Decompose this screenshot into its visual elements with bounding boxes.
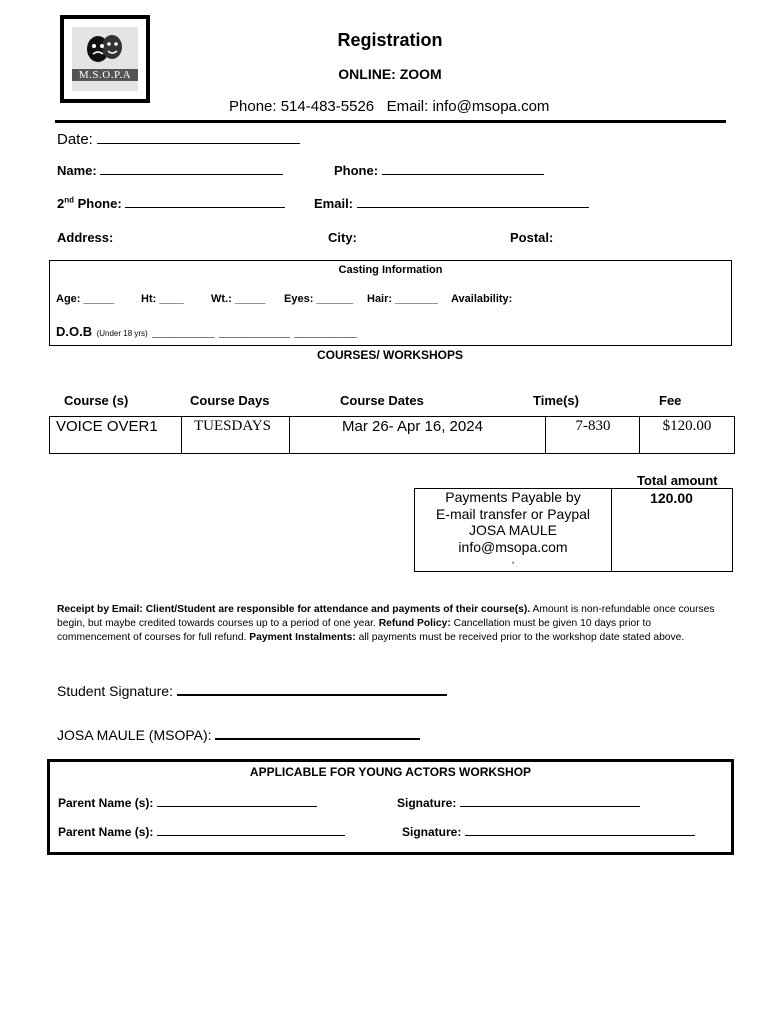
course-dates-cell: [290, 417, 546, 453]
theatre-masks-icon: [72, 29, 138, 69]
age-field[interactable]: Age: _____: [56, 293, 115, 305]
name-field[interactable]: [57, 163, 283, 178]
col-dates: Course Dates: [340, 393, 424, 408]
josa-signature-label: JOSA MAULE (MSOPA):: [57, 727, 212, 743]
josa-signature-blank[interactable]: [215, 738, 420, 740]
dob-label: D.O.B: [56, 324, 93, 339]
payment-line: E-mail transfer or Paypal: [435, 505, 591, 522]
name-blank[interactable]: [100, 174, 283, 175]
parent-name-field-2[interactable]: [58, 825, 345, 839]
total-amount-value: 120.00: [650, 490, 693, 506]
logo-text: M.S.O.P.A: [72, 69, 138, 81]
phone-blank[interactable]: [382, 174, 544, 175]
signature-blank-2[interactable]: [465, 835, 695, 836]
instalments-text: all payments must be received prior to the workshop date stated above.: [355, 632, 685, 643]
instalments-label: Payment Instalments:: [246, 632, 356, 643]
col-course: Course (s): [64, 393, 129, 408]
parent-name-blank-1[interactable]: [157, 806, 317, 807]
course-fee: $120.00: [662, 418, 712, 434]
col-times: Time(s): [533, 393, 579, 408]
dob-field[interactable]: [56, 323, 357, 341]
email-field[interactable]: [314, 196, 589, 211]
postal-label: Postal:: [510, 230, 554, 245]
date-field[interactable]: [57, 131, 300, 148]
refund-text: Cancellation must be given 10 days prior to commencement of courses for full refund.: [57, 618, 652, 643]
second-phone-blank[interactable]: [125, 207, 285, 208]
dob-note: (Under 18 yrs): [96, 329, 148, 338]
course-table-row: [49, 416, 735, 454]
payment-info: [415, 489, 612, 571]
contact-line: Phone: 514-483-5526 Email: info@msopa.com: [229, 98, 550, 115]
parent-name-label-2: Parent Name (s):: [58, 825, 154, 839]
second-phone-field[interactable]: [57, 196, 285, 211]
payment-line: JOSA MAULE: [469, 522, 557, 538]
weight-field[interactable]: Wt.: _____: [211, 293, 266, 305]
signature-label-1: Signature:: [397, 796, 457, 810]
dob-blanks[interactable]: ______________ ________________ ______________: [152, 329, 357, 338]
eyes-field[interactable]: Eyes: ______: [284, 293, 354, 305]
hair-field[interactable]: Hair: _______: [367, 293, 438, 305]
payment-line: Payments Payable by: [445, 489, 581, 505]
young-actors-box: [47, 759, 734, 855]
col-days: Course Days: [190, 393, 270, 408]
payment-line: ,: [511, 555, 515, 566]
student-signature-label: Student Signature:: [57, 683, 173, 699]
date-blank[interactable]: [97, 143, 300, 144]
phone-label: Phone:: [334, 163, 379, 178]
col-fee: Fee: [659, 393, 682, 408]
height-field[interactable]: Ht: ____: [141, 293, 184, 305]
total-amount-label: Total amount: [637, 473, 718, 488]
city-label: City:: [328, 230, 357, 245]
parent-name-field-1[interactable]: [58, 796, 317, 810]
casting-title: Casting Information: [338, 264, 443, 276]
date-label: Date:: [57, 131, 93, 148]
receipt-label: Receipt by Email: Client/Student are responsible for attendance and payments of their course(s).: [57, 604, 531, 615]
signature-label-2: Signature:: [402, 825, 462, 839]
payment-box: [414, 488, 733, 572]
course-name: VOICE OVER1: [56, 418, 158, 435]
student-signature-blank[interactable]: [177, 694, 447, 696]
signature-blank-1[interactable]: [460, 806, 640, 807]
course-days-cell: [182, 417, 290, 453]
availability-field[interactable]: Availability:: [451, 293, 513, 305]
page-subtitle: ONLINE: ZOOM: [338, 66, 442, 82]
signature-field-2[interactable]: [402, 825, 695, 839]
terms-paragraph: [57, 603, 727, 645]
email-blank[interactable]: [357, 207, 589, 208]
course-time-cell: [546, 417, 640, 453]
header-divider: [55, 120, 726, 123]
student-signature-field[interactable]: [57, 683, 447, 699]
josa-signature-field[interactable]: [57, 727, 420, 743]
casting-box: [49, 260, 732, 346]
course-days: TUESDAYS: [194, 418, 271, 434]
refund-label: Refund Policy:: [375, 618, 451, 629]
second-phone-label: 2nd Phone:: [57, 196, 122, 212]
phone-field[interactable]: [334, 163, 544, 178]
parent-name-blank-2[interactable]: [157, 835, 345, 836]
course-fee-cell: [640, 417, 734, 453]
course-dates: Mar 26- Apr 16, 2024: [342, 418, 483, 435]
course-time: 7-830: [575, 418, 611, 434]
payment-email: info@msopa.com: [458, 538, 568, 555]
courses-heading: COURSES/ WORKSHOPS: [316, 348, 463, 362]
address-label: Address:: [57, 230, 114, 245]
receipt-text: Amount is non-refundable once courses begin, but maybe credited towards courses up to a period of one year.: [57, 604, 715, 629]
logo: [60, 15, 150, 103]
course-name-cell: [50, 417, 182, 453]
page-title: Registration: [337, 30, 443, 50]
email-label: Email:: [314, 196, 354, 211]
parent-name-label-1: Parent Name (s):: [58, 796, 154, 810]
young-actors-title: APPLICABLE FOR YOUNG ACTORS WORKSHOP: [249, 765, 532, 779]
signature-field-1[interactable]: [397, 796, 640, 810]
name-label: Name:: [57, 163, 97, 178]
